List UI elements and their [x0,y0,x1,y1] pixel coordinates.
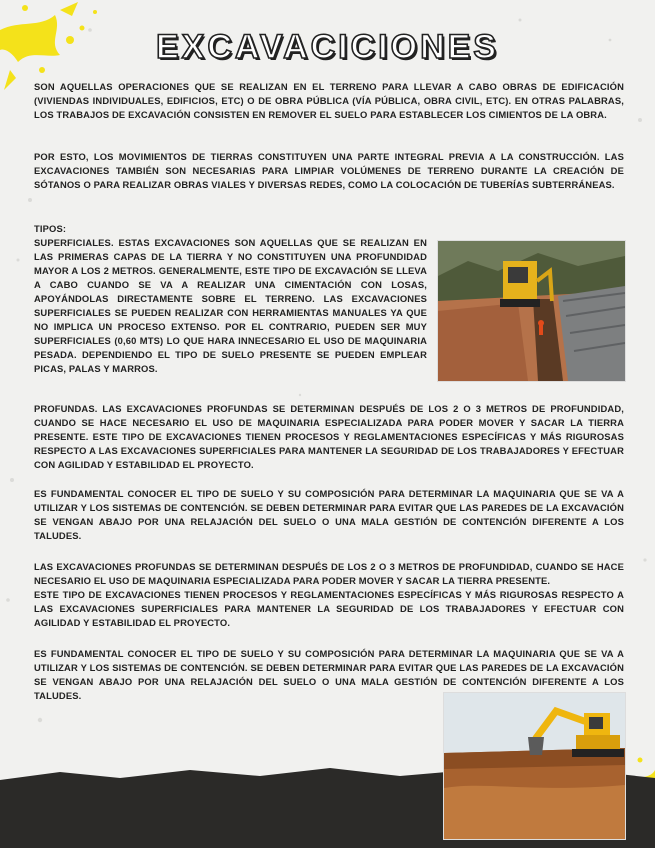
fundamental-paragraph-2: ES FUNDAMENTAL CONOCER EL TIPO DE SUELO Y SU COMPOSICIÓN PARA DETERMINAR LA MAQUINARIA QUE SE VA A UTILIZAR Y LOS SISTEMAS DE CONTENCIÓN. SE DEBEN DETERMINAR PARA EVITAR QUE LAS PAREDES DE LA EXCAVACIÓN SE VENGAN ABAJO POR UNA RELAJACIÓN DEL SUELO O UNA MALA GESTIÓN DE CONTENCIÓN DIFERENTE A LOS TALUDES. [34,648,624,701]
excavator-trench-photo [437,240,626,382]
profundas-paragraph-2b: ESTE TIPO DE EXCAVACIONES TIENEN PROCESOS Y REGLAMENTACIONES ESPECÍFICAS Y MÁS RIGUROSAS RESPECTO A LAS EXCAVACIONES SUPERFICIALES PARA MANTENER LA SEGURIDAD DE LOS TRABAJADORES Y EFECTUAR CON AGILIDAD Y ESTABILIDAD EL PROYECTO. [34,589,624,628]
superficiales-paragraph: SUPERFICIALES. ESTAS EXCAVACIONES SON AQUELLAS QUE SE REALIZAN EN LAS PRIMERAS CAPAS DE LA TIERRA Y NO CONSTITUYEN UNA PROFUNDIDAD MAYOR A LOS 2 METROS. GENERALMENTE, ESTE TIPO DE EXCAVACIÓN SE LLEVA A CABO CUANDO SE VA A REALIZAR UNA CIMENTACIÓN CON LOSAS, APOYÁNDOLAS DIRECTAMENTE SOBRE EL TERRENO. LAS EXCAVACIONES SUPERFICIALES SE PUEDEN REALIZAR CON HERRAMIENTAS MANUALES YA QUE NO IMPLICA UN PROCESO EXTENSO. POR EL CONTRARIO, PUEDEN SER MUY SUPERFICIALES (0,60 MTS) LO QUE HARA INNECESARIO EL USO DE MAQUINARIA PESADA. DEPENDIENDO EL TIPO DE SUELO PRESENTE SE PUEDEN EMPLEAR PICAS, PALAS Y MARROS. [34,237,427,374]
profundas-paragraph: PROFUNDAS. LAS EXCAVACIONES PROFUNDAS SE DETERMINAN DESPUÉS DE LOS 2 O 3 METROS DE PROFUNDIDAD, CUANDO SE HACE NECESARIO EL USO DE MAQUINARIA ESPECIALIZADA PARA PODER MOVER Y SACAR LA TIERRA PRESENTE. ESTE TIPO DE EXCAVACIONES TIENEN PROCESOS Y REGLAMENTACIONES ESPECÍFICAS Y MÁS RIGUROSAS RESPECTO A LAS EXCAVACIONES SUPERFICIALES PARA MANTENER LA SEGURIDAD DE LOS TRABAJADORES Y EFECTUAR CON AGILIDAD Y ESTABILIDAD EL PROYECTO. [34,403,624,470]
profundas-paragraph-2: LAS EXCAVACIONES PROFUNDAS SE DETERMINAN DESPUÉS DE LOS 2 O 3 METROS DE PROFUNDIDAD, CUANDO SE HACE NECESARIO EL USO DE MAQUINARIA ESPECIALIZADA PARA PODER MOVER Y SACAR LA TIERRA PRESENTE. [34,561,624,586]
intro-paragraph-2: POR ESTO, LOS MOVIMIENTOS DE TIERRAS CONSTITUYEN UNA PARTE INTEGRAL PREVIA A LA CONSTRUCCIÓN. LAS EXCAVACIONES TAMBIÉN SON NECESARIAS PARA LIMPIAR VOLÚMENES DE TERRENO DURANTE LA CREACIÓN DE SÓTANOS O PARA REALIZAR OBRAS VIALES Y DIVERSAS REDES, COMO LA COLOCACIÓN DE TUBERÍAS SUBTERRÁNEAS. [34,151,624,190]
page-title: EXCAVACICIONES [155,28,499,66]
fundamental-paragraph-1: ES FUNDAMENTAL CONOCER EL TIPO DE SUELO Y SU COMPOSICIÓN PARA DETERMINAR LA MAQUINARIA QUE SE VA A UTILIZAR Y LOS SISTEMAS DE CONTENCIÓN. SE DEBEN DETERMINAR PARA EVITAR QUE LAS PAREDES DE LA EXCAVACIÓN SE VENGAN ABAJO POR UNA RELAJACIÓN DEL SUELO O UNA MALA GESTIÓN DE CONTENCIÓN DIFERENTE A LOS TALUDES. [34,488,624,541]
intro-paragraph-1: SON AQUELLAS OPERACIONES QUE SE REALIZAN EN EL TERRENO PARA LLEVAR A CABO OBRAS DE EDIFICACIÓN (VIVIENDAS INDIVIDUALES, EDIFICIOS, ETC) O DE OBRA PÚBLICA (VÍA PÚBLICA, OBRA CIVIL, ETC). EN OTRAS PALABRAS, LOS TRABAJOS DE EXCAVACIÓN CONSISTEN EN REMOVER EL SUELO PARA ESTABLECER LOS CIMIENTOS DE LA OBRA. [34,81,624,120]
tipos-label: TIPOS: [34,223,67,234]
excavator-pit-photo [443,692,626,840]
